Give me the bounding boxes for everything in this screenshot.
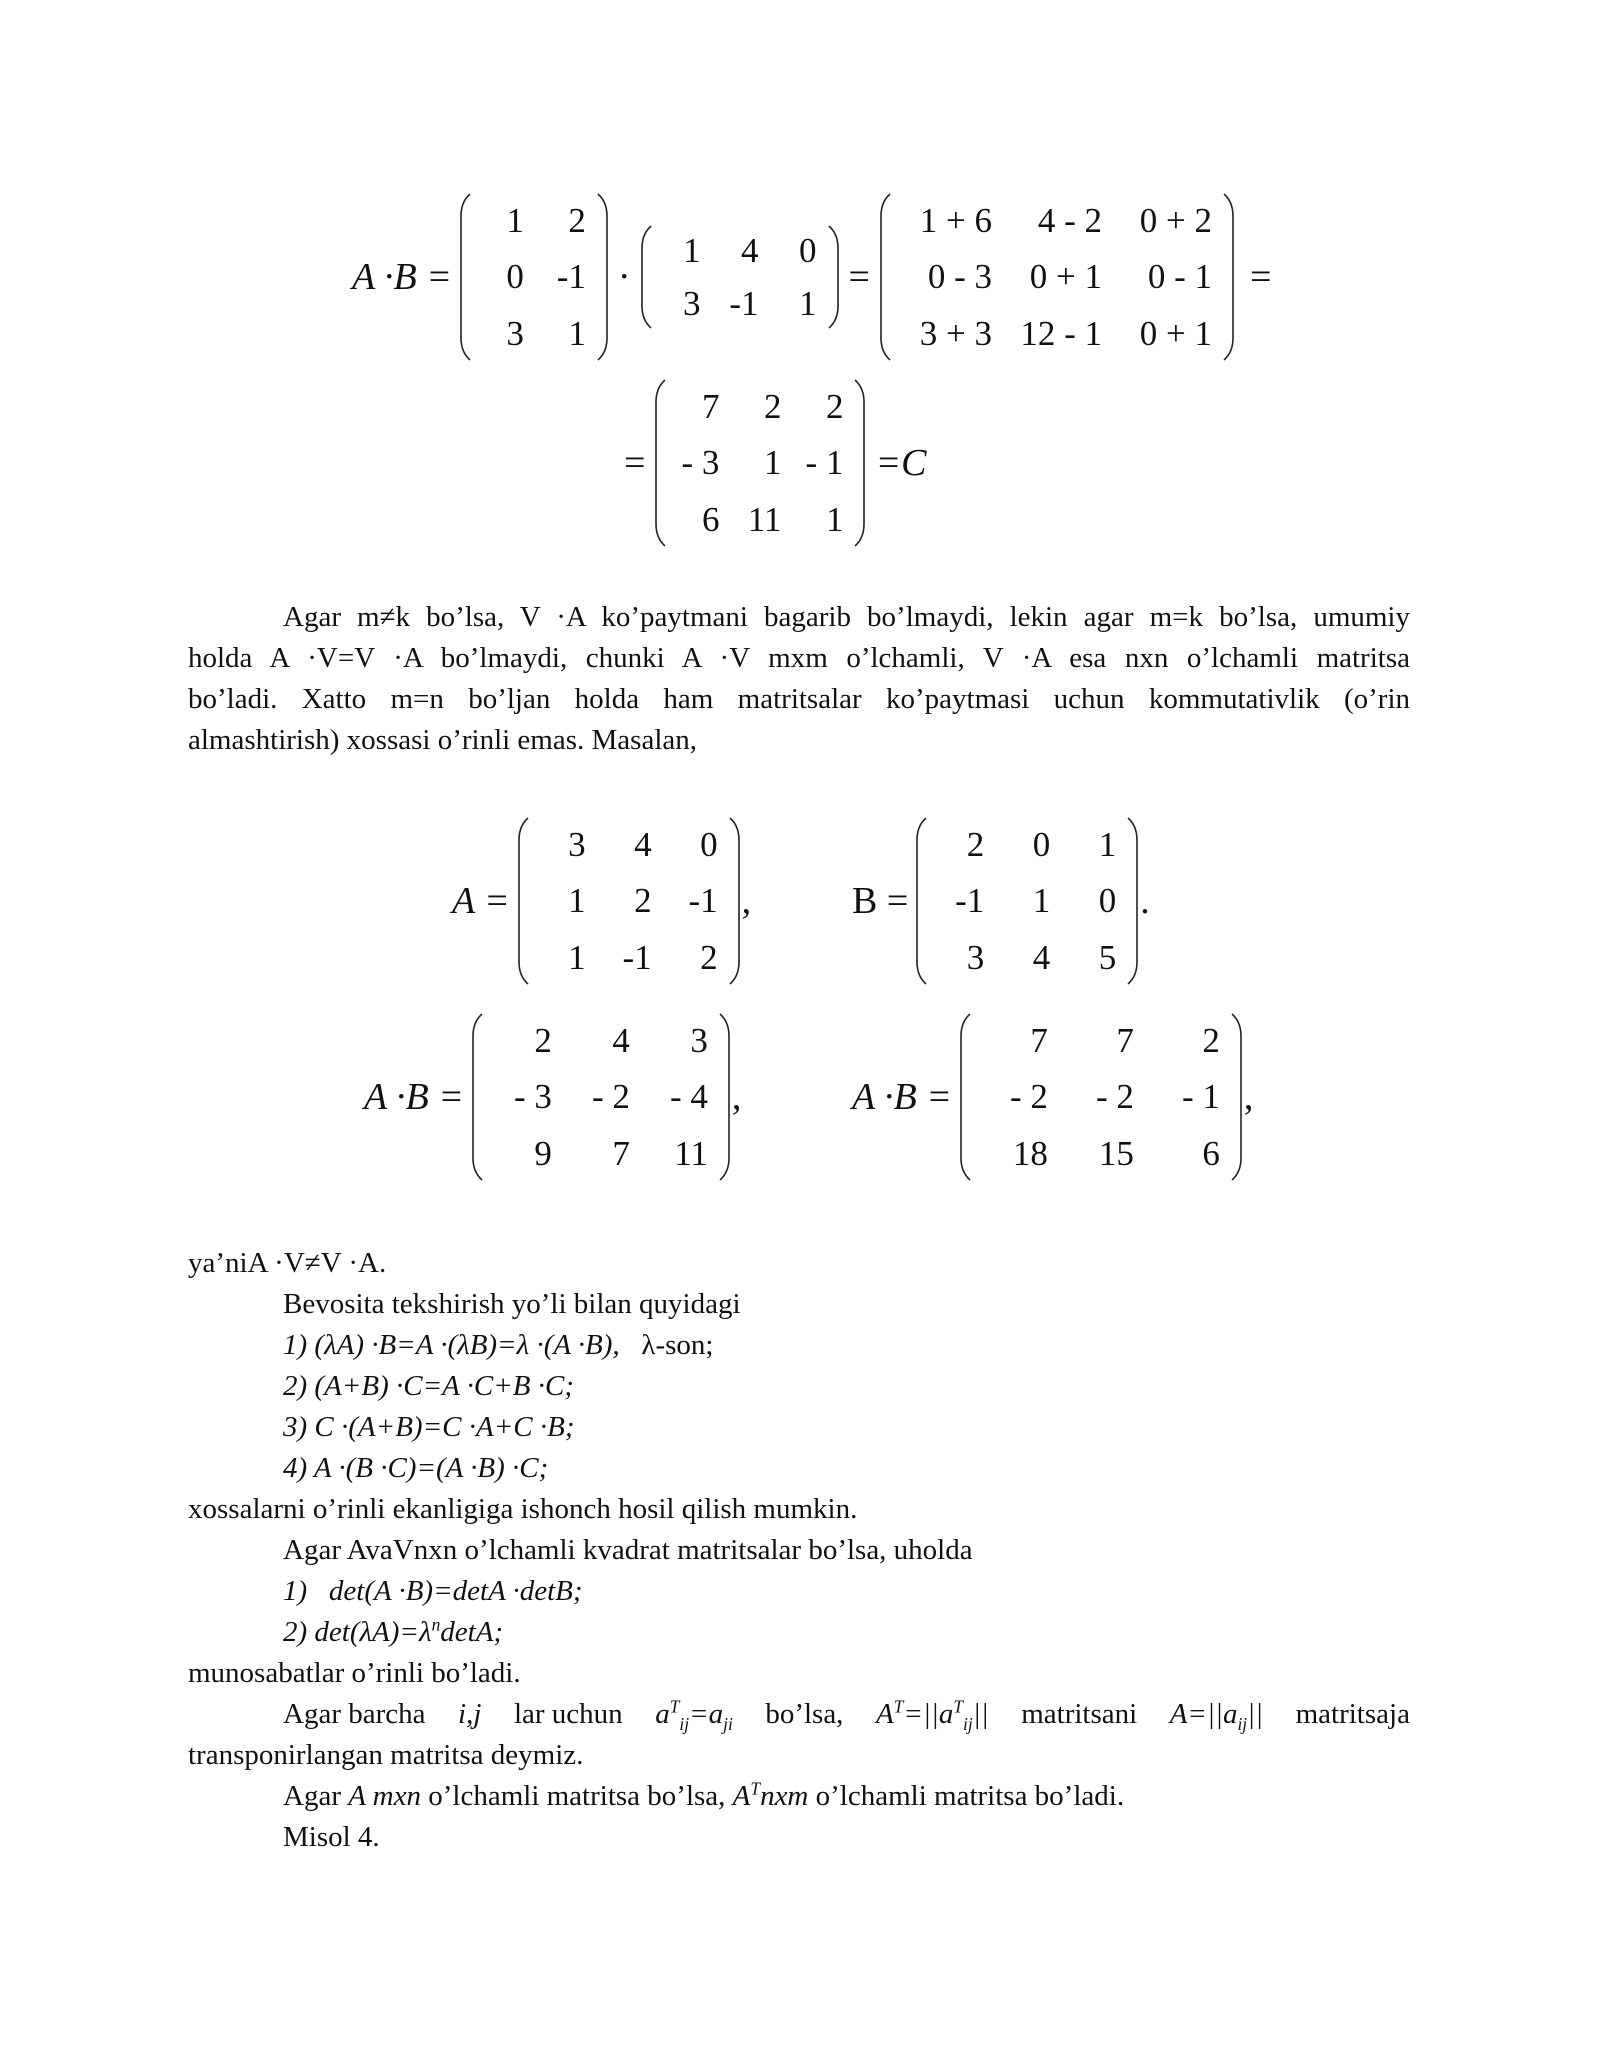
dot-operator: · (617, 256, 631, 298)
matrix-cell: 3 (506, 314, 524, 354)
matrix-cell: - 4 (669, 1077, 708, 1117)
matrix-cell: 0 (700, 824, 718, 864)
matrix-cell: - 1 (1181, 1077, 1220, 1117)
matrix-cell: - 3 (513, 1077, 552, 1117)
matrix-cell: 3 (568, 824, 586, 864)
property-4: 4) A ·(B ·C)=(A ·B) ·C; (283, 1452, 549, 1484)
matrix-cell: 5 (1098, 938, 1117, 978)
paragraph-commutativity (188, 597, 1410, 761)
text-block-properties (188, 1243, 1410, 1858)
equation-product-row1 (352, 192, 1279, 362)
formula-AT: $A^T=||a^T_{ij}||$ (875, 1696, 989, 1734)
matrix-cell: 1 (799, 284, 817, 323)
matrix-cell: 7 (1030, 1020, 1048, 1060)
matrix-cell: 4 (1032, 938, 1051, 978)
matrix-grid (472, 192, 596, 362)
equation-matrix-a (452, 816, 751, 986)
matrix-cell: 0 - 1 (1147, 257, 1212, 297)
matrix-ab (470, 1012, 732, 1182)
eq1-lhs: A ·B = (352, 256, 452, 298)
matrix-cell: 3 (683, 284, 701, 323)
comma: , (741, 880, 752, 922)
det-property-1: 1) det(A ·B)=detA ·detB; (283, 1575, 583, 1607)
equation-product-ba (852, 1012, 1253, 1182)
left-paren (958, 1012, 972, 1182)
left-paren (458, 192, 472, 362)
matrix-b-label: B = (852, 880, 909, 922)
result-c: =C (875, 442, 927, 484)
matrix-cell: -1 (622, 938, 652, 978)
matrix-a (516, 816, 742, 986)
line-misol: Misol 4. (283, 1821, 380, 1853)
matrix-cell: 1 (568, 881, 586, 921)
line-xossalar: xossalarni o’rinli ekanligiga ishonch hosil qilish mumkin. (188, 1493, 858, 1525)
det-property-2: 2) $\det(\lambda A)=\lambda^n\det A$; (283, 1614, 504, 1648)
matrix-cell: 7 (1116, 1020, 1134, 1060)
matrix-cell: 2 (763, 386, 782, 426)
matrix-cell: 3 + 3 (919, 314, 992, 354)
matrix-cell: - 1 (805, 443, 844, 483)
matrix-grid (928, 816, 1126, 986)
matrix-m3 (878, 192, 1236, 362)
ab2-label: A ·B = (852, 1076, 952, 1118)
matrix-cell: 11 (747, 500, 782, 540)
property-2: 2) (A+B) ·C=A ·C+B ·C; (283, 1370, 574, 1402)
matrix-cell: 2 (1202, 1020, 1220, 1060)
line-agar-kvadrat: Agar AvaVnxn o’lchamli kvadrat matritsalar bo’lsa, uholda (283, 1534, 973, 1566)
matrix-cell: 1 (1098, 824, 1117, 864)
formula-A: $A=||a_{ij}||$ (1169, 1698, 1264, 1734)
equals-sign: = (848, 256, 870, 298)
left-paren (914, 816, 928, 986)
left-paren (470, 1012, 484, 1182)
matrix-cell: -1 (955, 881, 985, 921)
line-bevosita: Bevosita tekshirish yo’li bilan quyidagi (283, 1288, 741, 1320)
matrix-cell: 4 (634, 824, 652, 864)
matrix-cell: 2 (700, 938, 718, 978)
right-paren (728, 816, 742, 986)
matrix-cell: 1 (825, 500, 844, 540)
matrix-cell: 0 (1032, 824, 1051, 864)
left-paren (516, 816, 530, 986)
equals-sign-start: = (624, 442, 646, 484)
right-paren (596, 192, 610, 362)
matrix-cell: 1 (763, 443, 782, 483)
matrix-cell: 1 (683, 231, 701, 270)
matrix-cell: 11 (674, 1134, 708, 1174)
ab-label: A ·B = (364, 1076, 464, 1118)
matrix-b (914, 816, 1140, 986)
period: . (1140, 880, 1150, 922)
matrix-cell: 2 (825, 386, 844, 426)
matrix-cell: 1 + 6 (919, 200, 992, 240)
matrix-cell: 3 (966, 938, 985, 978)
matrix-cell: 2 (634, 881, 652, 921)
transpose-definition: Agar barcha i,j lar uchun $a^T_{ij}=a_{ji}$ bo’lsa, $A^T=||a^T_{ij}||$ matritsani $A=||a_{ij}||$ matritsaja (188, 1694, 1410, 1735)
line-agar-mxn: Agar A mxn o’lchamli matritsa bo’lsa, $A^Tnxm$ o’lchamli matritsa bo’ladi. (283, 1778, 1125, 1812)
matrix-cell: 1 (1032, 881, 1051, 921)
left-paren (878, 192, 892, 362)
line-transponirlangan: transponirlangan matritsa deymiz. (188, 1739, 584, 1771)
matrix-cell: 3 (690, 1020, 708, 1060)
matrix-cell: 0 (506, 257, 524, 297)
matrix-cell: 2 (568, 200, 586, 240)
property-1: 1) (λA) ·B=A ·(λB)=λ ·(A ·B), λ-son; (283, 1329, 714, 1361)
matrix-cell: -1 (688, 881, 718, 921)
para1-line3: bo’ladi. Xatto m=n bo’ljan holda ham matritsalar ko’paytmasi uchun kommutativlik (o’rin (188, 683, 1410, 715)
left-paren (639, 224, 653, 330)
property-3: 3) C ·(A+B)=C ·A+C ·B; (283, 1411, 575, 1443)
matrix-m1 (458, 192, 610, 362)
matrix-grid (653, 224, 827, 330)
matrix-cell: -1 (729, 284, 759, 323)
matrix-cell: 0 - 3 (927, 257, 992, 297)
matrix-cell: 1 (568, 314, 586, 354)
matrix-grid (484, 1012, 718, 1182)
left-paren (653, 378, 667, 548)
para1-line1: Agar m≠k bo’lsa, V ·A ko’paytmani bagarib bo’lmaydi, lekin agar m=k bo’lsa, umumiy (283, 601, 1410, 633)
matrix-cell: 2 (966, 824, 985, 864)
matrix-grid (972, 1012, 1230, 1182)
matrix-cell: 9 (534, 1134, 552, 1174)
matrix-cell: - 3 (681, 443, 720, 483)
matrix-cell: 2 (534, 1020, 552, 1060)
matrix-cell: - 2 (1009, 1077, 1048, 1117)
right-paren (1222, 192, 1236, 362)
matrix-cell: 4 (612, 1020, 630, 1060)
para1-line4: almashtirish) xossasi o’rinli emas. Masalan, (188, 724, 698, 756)
matrix-cell: 4 (741, 231, 759, 270)
matrix-cell: 6 (1202, 1134, 1220, 1174)
matrix-grid (530, 816, 728, 986)
matrix-c (653, 378, 867, 548)
matrix-cell: - 2 (591, 1077, 630, 1117)
matrix-grid (667, 378, 853, 548)
matrix-cell: 6 (701, 500, 720, 540)
matrix-cell: 0 + 1 (1139, 314, 1212, 354)
matrix-cell: 15 (1098, 1134, 1134, 1174)
right-paren (827, 224, 841, 330)
matrix-cell: 7 (701, 386, 720, 426)
right-paren (1230, 1012, 1244, 1182)
equation-matrix-b (852, 816, 1150, 986)
line-munosabatlar: munosabatlar o’rinli bo’ladi. (188, 1657, 521, 1689)
matrix-cell: 1 (568, 938, 586, 978)
matrix-cell: 12 - 1 (1020, 314, 1102, 354)
matrix-cell: 18 (1012, 1134, 1048, 1174)
matrix-cell: 0 + 2 (1139, 200, 1212, 240)
matrix-cell: 1 (506, 200, 524, 240)
matrix-cell: 4 - 2 (1037, 200, 1102, 240)
comma: , (1243, 1076, 1254, 1118)
para1-line2: holda A ·V=V ·A bo’lmaydi, chunki A ·V mxm o’lchamli, V ·A esa nxn o’lchamli matritsa (188, 642, 1410, 674)
matrix-a-label: A = (452, 880, 510, 922)
line-yani: ya’niA ·V≠V ·A. (188, 1247, 387, 1279)
matrix-cell: 7 (612, 1134, 630, 1174)
matrix-ab2 (958, 1012, 1244, 1182)
matrix-grid (892, 192, 1222, 362)
comma: , (731, 1076, 742, 1118)
right-paren (1126, 816, 1140, 986)
right-paren (718, 1012, 732, 1182)
matrix-cell: 0 + 1 (1029, 257, 1102, 297)
matrix-cell: 0 (1098, 881, 1117, 921)
equals-sign-end: = (1249, 256, 1272, 298)
formula-aT-ij: $a^T_{ij}=a_{ji}$ (655, 1696, 733, 1734)
matrix-cell: - 2 (1095, 1077, 1134, 1117)
matrix-m2 (639, 224, 841, 330)
matrix-cell: 0 (799, 231, 817, 270)
equation-product-ab (364, 1012, 741, 1182)
equation-product-row2 (616, 378, 926, 548)
right-paren (853, 378, 867, 548)
matrix-cell: -1 (556, 257, 586, 297)
